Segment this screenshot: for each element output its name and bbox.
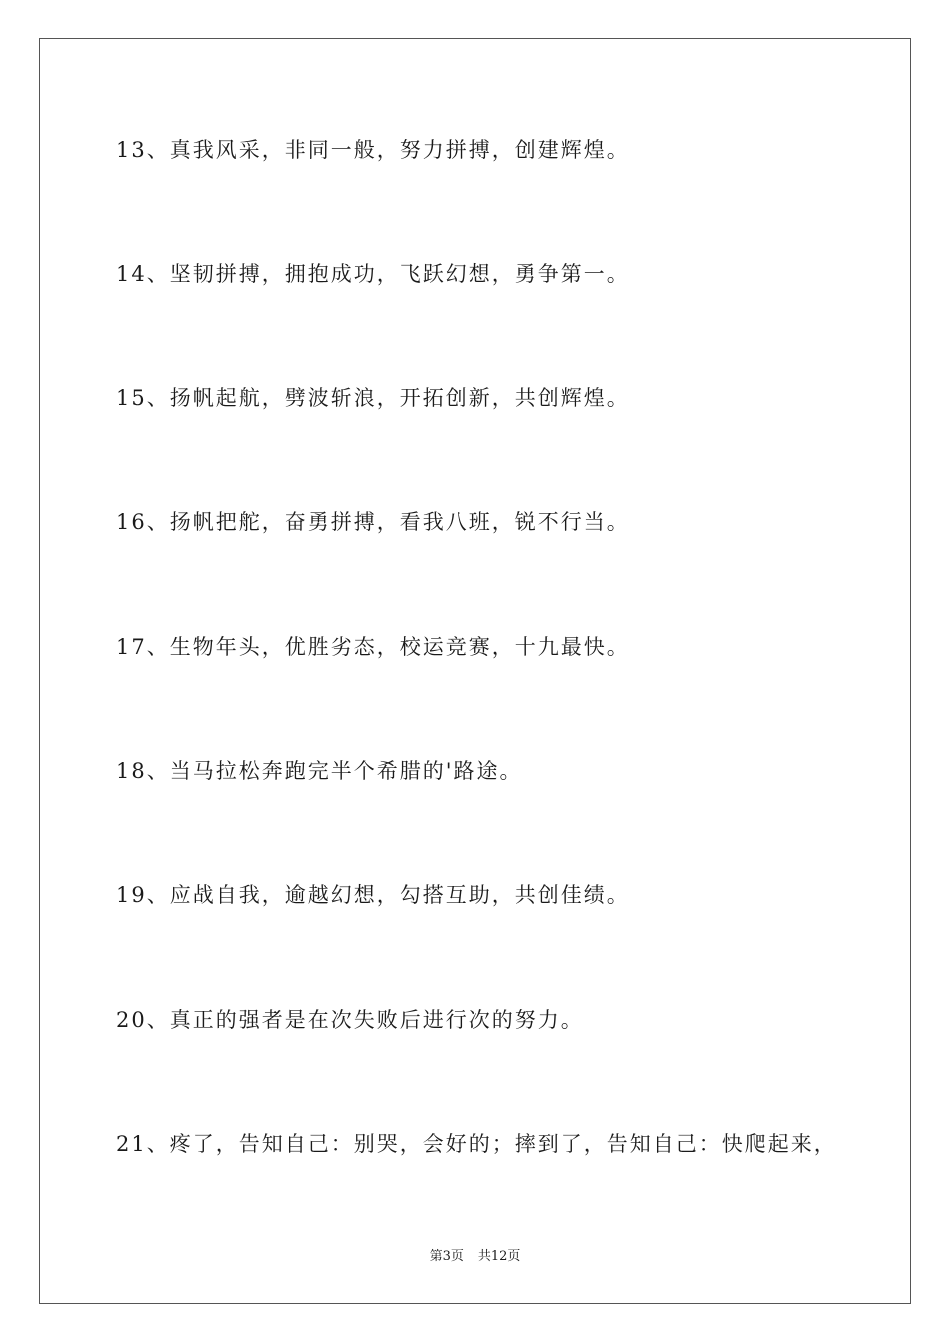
slogan-line-13: 13、真我风采，非同一般，努力拼搏，创建辉煌。 bbox=[116, 138, 630, 162]
slogan-line-16: 16、扬帆把舵，奋勇拼搏，看我八班，锐不行当。 bbox=[116, 510, 630, 534]
slogan-line-18: 18、当马拉松奔跑完半个希腊的'路途。 bbox=[116, 759, 523, 783]
slogan-line-14: 14、坚韧拼搏，拥抱成功，飞跃幻想，勇争第一。 bbox=[116, 262, 630, 286]
slogan-line-21: 21、疼了，告知自己：别哭，会好的；摔到了，告知自己：快爬起来， bbox=[116, 1132, 837, 1156]
page-number: 第3页 bbox=[429, 1249, 464, 1264]
page-footer bbox=[0, 1248, 950, 1266]
slogan-line-19: 19、应战自我，逾越幻想，勾搭互助，共创佳绩。 bbox=[116, 883, 630, 907]
page-border bbox=[39, 38, 911, 1304]
slogan-line-15: 15、扬帆起航，劈波斩浪，开拓创新，共创辉煌。 bbox=[116, 386, 630, 410]
slogan-line-17: 17、生物年头，优胜劣态，校运竞赛，十九最快。 bbox=[116, 635, 630, 659]
page-total: 共12页 bbox=[477, 1249, 521, 1264]
slogan-line-20: 20、真正的强者是在次失败后进行次的努力。 bbox=[116, 1008, 584, 1032]
